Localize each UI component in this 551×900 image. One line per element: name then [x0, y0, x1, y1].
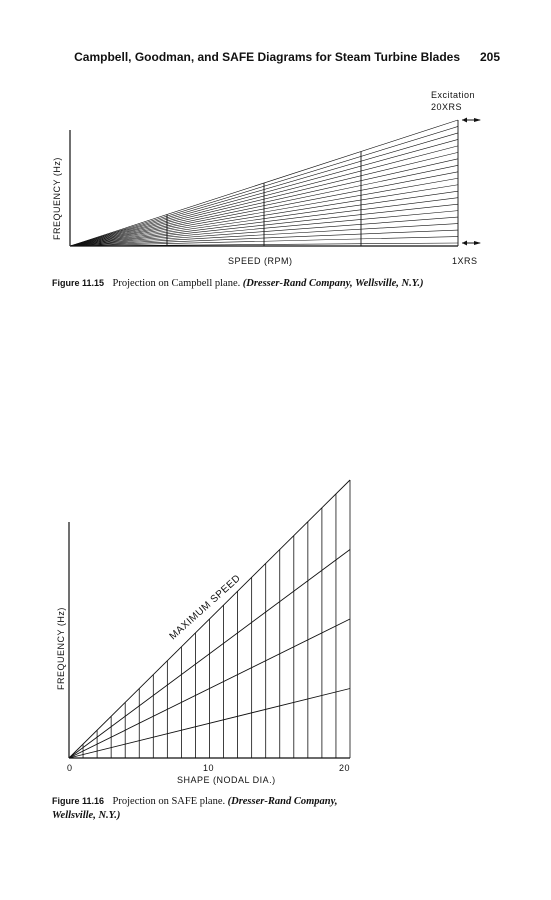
- x-axis-label: SHAPE (NODAL DIA.): [177, 775, 276, 785]
- figure-label: Figure 11.15: [52, 278, 105, 288]
- figure-label: Figure 11.16: [52, 796, 105, 806]
- excitation-label: Excitation: [431, 90, 476, 100]
- caption-source: (Dresser-Rand Company, Wellsville, N.Y.): [242, 278, 424, 289]
- nodal-diameter-lines: [83, 480, 350, 758]
- page-number: 205: [479, 50, 500, 64]
- max-speed-label: MAXIMUM SPEED: [167, 572, 244, 643]
- running-title: Campbell, Goodman, and SAFE Diagrams for Steam Turbine Blades: [74, 50, 460, 64]
- x-axis-label: SPEED (RPM): [228, 256, 293, 266]
- tick-label: 0: [67, 763, 73, 773]
- tick-label: 20: [339, 763, 351, 773]
- caption-text: Projection on SAFE plane.: [112, 796, 226, 807]
- low-order-label: 1XRS: [452, 256, 478, 266]
- figure-caption-2: [52, 794, 357, 823]
- y-axis-label: FREQUENCY (Hz): [56, 607, 66, 690]
- tick-label: 10: [203, 763, 215, 773]
- caption-text: Projection on Campbell plane.: [112, 278, 241, 289]
- y-axis-label: FREQUENCY (Hz): [52, 157, 62, 240]
- excitation-order-label: 20XRS: [431, 102, 463, 112]
- caption-source: (Dresser-Rand Company, Wellsville, N.Y.): [52, 796, 338, 821]
